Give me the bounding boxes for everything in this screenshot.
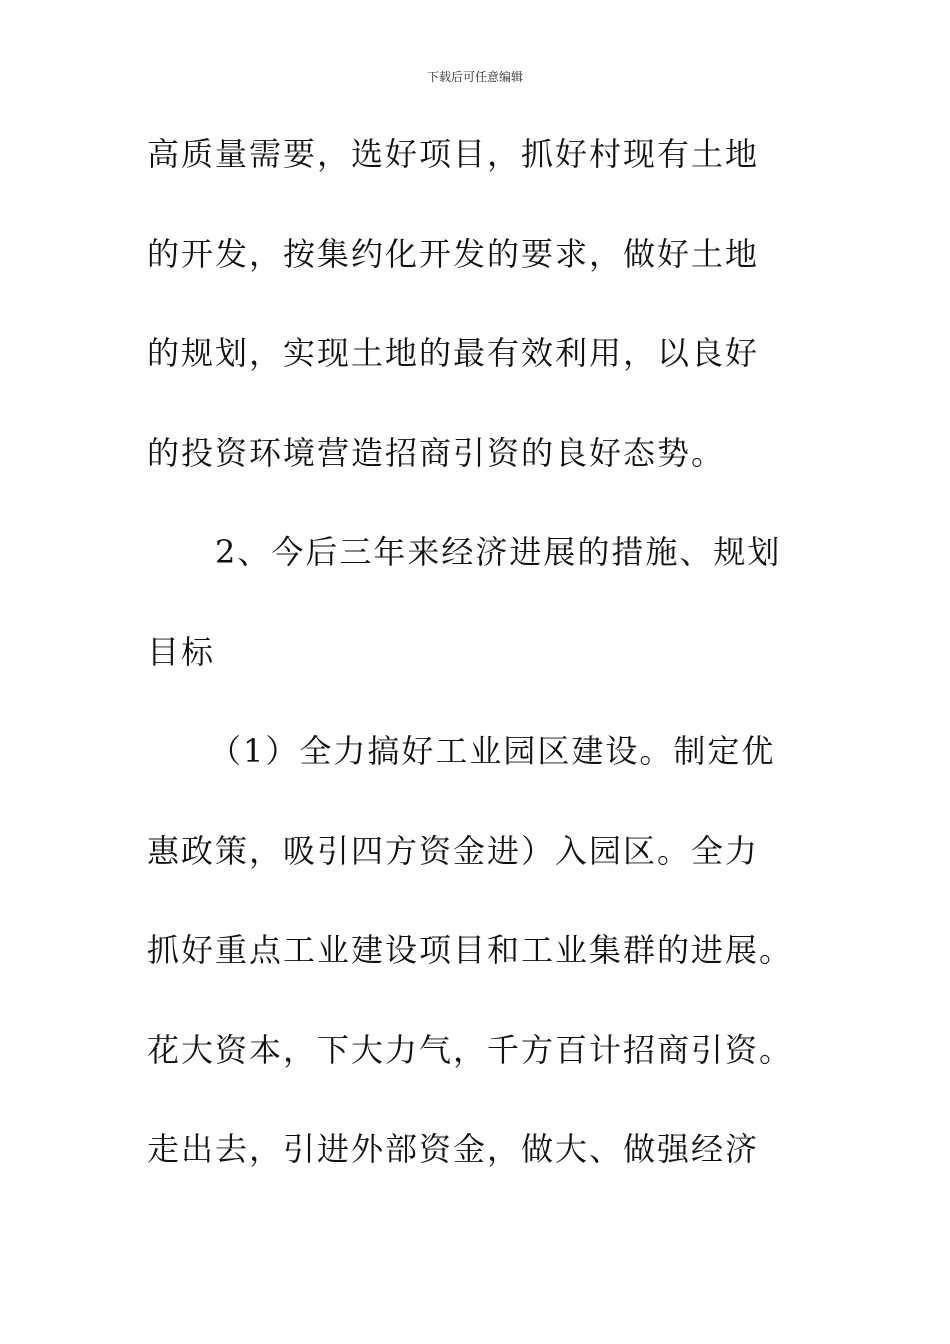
paragraph-line: 高质量需要，选好项目，抓好村现有土地 bbox=[147, 135, 760, 173]
paragraph-line: 的规划，实现土地的最有效利用，以良好 bbox=[147, 334, 760, 372]
paragraph-line: 抓好重点工业建设项目和工业集群的进展。 bbox=[147, 931, 794, 969]
page-header: 下载后可任意编辑 bbox=[426, 70, 523, 84]
section-heading-line: 2、今后三年来经济进展的措施、规划 bbox=[215, 533, 782, 571]
document-body bbox=[147, 128, 817, 1223]
paragraph-line: 惠政策，吸引四方资金进）入园区。全力 bbox=[147, 831, 760, 870]
paragraph-line: 走出去，引进外部资金，做大、做强经济 bbox=[147, 1130, 760, 1168]
paragraph-line: 的开发，按集约化开发的要求，做好土地 bbox=[147, 234, 760, 273]
paragraph-line: 花大资本，下大力气，千方百计招商引资。 bbox=[147, 1030, 794, 1069]
paragraph-line: 的投资环境营造招商引资的良好态势。 bbox=[147, 433, 726, 472]
section-heading-line: 目标 bbox=[147, 632, 216, 671]
paragraph-line: （1）全力搞好工业园区建设。制定优 bbox=[209, 732, 776, 770]
